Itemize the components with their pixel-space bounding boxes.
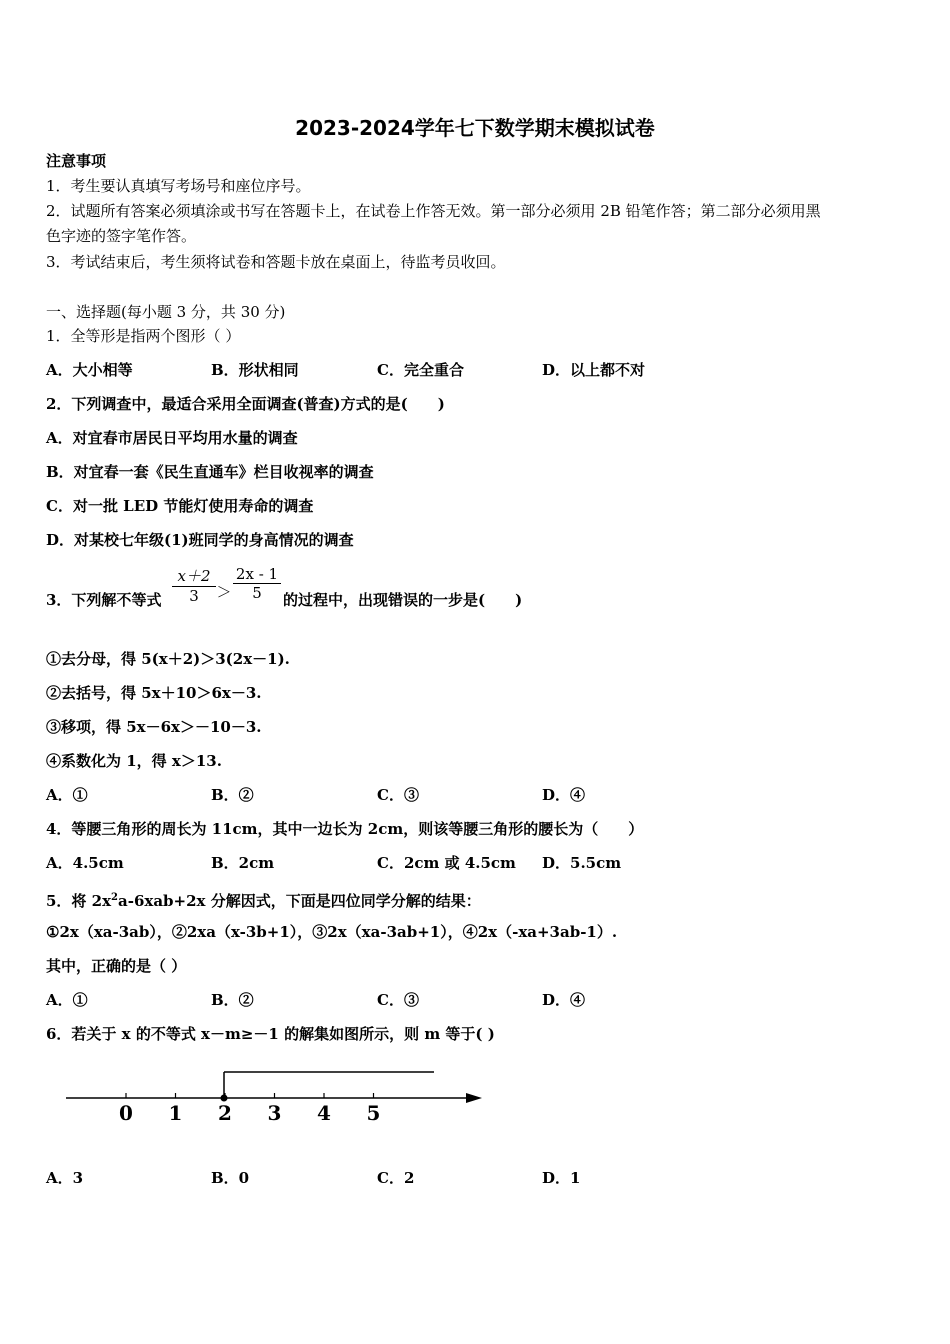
q3-step-4: ④系数化为 1，得 x＞13. bbox=[46, 752, 222, 770]
q4-option-b: B．2cm bbox=[211, 854, 275, 872]
q3-fraction-2-numerator: 2x - 1 bbox=[233, 565, 281, 584]
q1-option-c: C．完全重合 bbox=[377, 361, 464, 379]
q3-fraction-2 bbox=[233, 565, 281, 602]
q6-stem: 6．若关于 x 的不等式 x－m≥－1 的解集如图所示，则 m 等于( ) bbox=[46, 1025, 495, 1043]
q2-option-d: D．对某校七年级(1)班同学的身高情况的调查 bbox=[46, 531, 354, 549]
q4-option-c: C．2cm 或 4.5cm bbox=[377, 854, 516, 872]
q2-option-a: A．对宜春市居民日平均用水量的调查 bbox=[46, 429, 298, 447]
q5-stem-exponent: 2 bbox=[111, 892, 119, 903]
number-line-arrow-icon bbox=[466, 1093, 482, 1103]
notice-heading: 注意事项 bbox=[46, 152, 107, 170]
q5-option-b: B．② bbox=[211, 991, 254, 1009]
q4-option-a: A．4.5cm bbox=[46, 854, 124, 872]
number-line-figure bbox=[0, 1060, 520, 1130]
q5-results: ①2x（xa-3ab），②2xa（x-3b+1），③2x（xa-3ab+1），④2x（-xa+3ab-1）. bbox=[46, 923, 618, 941]
page-title: 2023-2024学年七下数学期末模拟试卷 bbox=[295, 116, 655, 140]
q3-option-a: A．① bbox=[46, 786, 88, 804]
q3-option-b: B．② bbox=[211, 786, 254, 804]
q3-fraction-2-denominator: 5 bbox=[252, 584, 262, 602]
q5-option-d: D．④ bbox=[542, 991, 586, 1009]
q5-stem bbox=[46, 888, 481, 911]
q4-stem: 4．等腰三角形的周长为 11cm，其中一边长为 2cm，则该等腰三角形的腰长为（ ） bbox=[46, 820, 644, 838]
q1-stem: 1．全等形是指两个图形（ ） bbox=[46, 327, 241, 345]
number-line-tick-label: 0 bbox=[119, 1101, 133, 1125]
q3-stem-suffix: 的过程中，出现错误的一步是( ) bbox=[283, 591, 523, 609]
notice-item-2: 2．试题所有答案必须填涂或书写在答题卡上，在试卷上作答无效。第一部分必须用 2B 铅笔作答；第二部分必须用黑 bbox=[46, 202, 821, 220]
number-line-tick-label: 4 bbox=[317, 1101, 331, 1125]
q2-option-b: B．对宜春一套《民生直通车》栏目收视率的调查 bbox=[46, 463, 374, 481]
q3-fraction-1 bbox=[172, 565, 216, 605]
number-line-tick-label: 2 bbox=[218, 1101, 232, 1125]
q3-fraction-1-numerator: x＋2 bbox=[172, 565, 216, 587]
q1-option-b: B．形状相同 bbox=[211, 361, 299, 379]
q3-option-d: D．④ bbox=[542, 786, 586, 804]
notice-item-3: 3．考试结束后，考生须将试卷和答题卡放在桌面上，待监考员收回。 bbox=[46, 253, 506, 271]
q3-stem-prefix: 3．下列解不等式 bbox=[46, 591, 162, 609]
section-heading: 一、选择题(每小题 3 分，共 30 分) bbox=[46, 303, 286, 321]
q1-option-a: A．大小相等 bbox=[46, 361, 133, 379]
q3-option-c: C．③ bbox=[377, 786, 419, 804]
notice-item-1: 1．考生要认真填写考场号和座位序号。 bbox=[46, 177, 311, 195]
q6-option-c: C．2 bbox=[377, 1169, 415, 1187]
q3-greater-sign: ＞ bbox=[216, 583, 232, 601]
q5-option-a: A．① bbox=[46, 991, 88, 1009]
number-line-tick-label: 3 bbox=[267, 1101, 282, 1125]
q3-fraction-1-denominator: 3 bbox=[189, 587, 199, 605]
q3-step-2: ②去括号，得 5x＋10＞6x－3. bbox=[46, 684, 262, 702]
q6-option-d: D．1 bbox=[542, 1169, 581, 1187]
q4-option-d: D．5.5cm bbox=[542, 854, 622, 872]
q5-option-c: C．③ bbox=[377, 991, 419, 1009]
q6-option-a: A．3 bbox=[46, 1169, 84, 1187]
q3-step-1: ①去分母，得 5(x＋2)＞3(2x－1). bbox=[46, 650, 290, 668]
q5-stem-part-b: a-6xab+2x 分解因式，下面是四位同学分解的结果： bbox=[118, 892, 481, 910]
q5-stem-part-a: 5．将 2x bbox=[46, 892, 112, 910]
q2-option-c: C．对一批 LED 节能灯使用寿命的调查 bbox=[46, 497, 314, 515]
number-line-tick-label: 1 bbox=[168, 1101, 183, 1125]
number-line-tick-label: 5 bbox=[366, 1101, 381, 1125]
q2-stem: 2．下列调查中，最适合采用全面调查(普查)方式的是( ) bbox=[46, 395, 445, 413]
q5-ask: 其中，正确的是（ ） bbox=[46, 957, 187, 975]
q1-option-d: D．以上都不对 bbox=[542, 361, 646, 379]
notice-item-2-cont: 色字迹的签字笔作答。 bbox=[46, 227, 197, 245]
q6-option-b: B．0 bbox=[211, 1169, 250, 1187]
q3-step-3: ③移项，得 5x－6x＞－10－3. bbox=[46, 718, 262, 736]
